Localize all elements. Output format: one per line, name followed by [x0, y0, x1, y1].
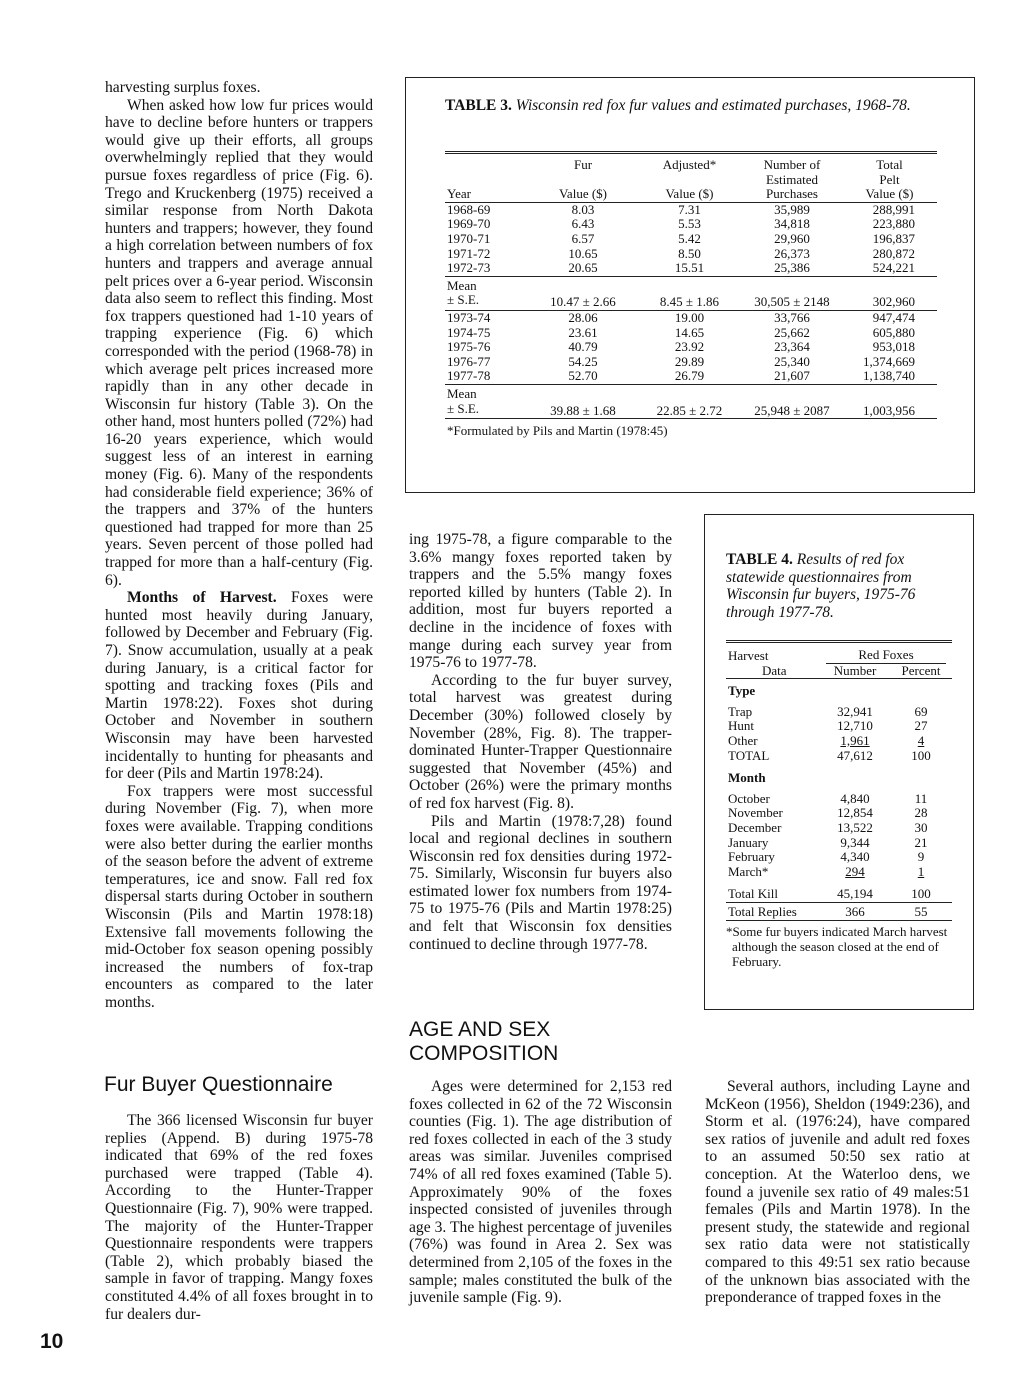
- table-cell: 7.31: [678, 201, 701, 217]
- mean-value: 10.47 ± 2.66: [550, 294, 616, 310]
- table-cell: 294: [845, 863, 865, 879]
- paragraph: Several authors, including Layne and McKeon (1956), Sheldon (1949:236), and Storm et al. (1976:24), have compared sex ratios of juvenile and adult red foxes to an assumed 50:50 sex ratio at conception. At the Waterloo dens, we found a juvenile sex ratio of 49 males:51 females (Pils and Martin 1978). In the present study, the statewide and regional sex ratio data were not statistically compared to this 49:51 sex ratio because of the unknown bias associated with the preponderance of trapped foxes in the: [705, 1078, 970, 1307]
- table-cell: 23.61: [568, 324, 598, 340]
- table-cell: TOTAL: [728, 747, 770, 763]
- table4: [726, 640, 952, 969]
- table-row: [445, 340, 937, 355]
- col-header: Adjusted*: [662, 157, 717, 172]
- table-cell: March*: [728, 863, 769, 879]
- table-cell: January: [728, 834, 769, 850]
- paragraph: ing 1975-78, a figure comparable to the 3.6% mangy foxes reported taken by trappers and the 5.5% mangy foxes reported killed by hunters (Table 2). In addition, most fur buyers reported a decline in the incidence of foxes with mange during each survey year from 1975-76 to 1977-78.: [409, 531, 672, 672]
- table-row: [445, 310, 937, 325]
- mean-value: 30,505 ± 2148: [754, 294, 830, 310]
- col-header: Purchases: [766, 186, 818, 202]
- col-header: Harvest: [728, 648, 769, 663]
- col-header-red-foxes: Red Foxes: [820, 642, 952, 664]
- table-cell: 69: [914, 703, 928, 719]
- right-column: [705, 1078, 970, 1307]
- table-cell: 47,612: [837, 747, 873, 763]
- col-header: Value ($): [865, 186, 914, 202]
- section-heading-fur-buyer: Fur Buyer Questionnaire: [104, 1073, 333, 1096]
- table-cell: 21,607: [774, 368, 810, 384]
- table-cell: 1: [917, 863, 925, 879]
- table-row: [445, 217, 937, 232]
- table-cell: 1975-76: [447, 339, 491, 355]
- table-cell: 9: [917, 849, 925, 865]
- table-cell: 14.65: [674, 324, 705, 340]
- table-cell: 29.89: [674, 353, 705, 369]
- table-cell: February: [728, 849, 775, 865]
- paragraph: When asked how low fur prices would have to decline before hunters or trappers would give up their efforts, all groups overwhelmingly replied that they would pursue foxes regardless of price (Fig. 6). Trego and Kruckenberg (1975) received a similar response from North Dakota hunters and trappers; however, they found a high correlation between numbers of fox hunters and trappers and average annual pelt prices over a 6-year period. Wisconsin data also seem to reflect this finding. Most fox trappers questioned had 1-10 years of trapping experience (Fig. 6) which corresponded with the period (1968-78) in which average pelt prices increased more rapidly than in any other decade in Wisconsin fur history (Table 3). On the other hand, most hunters polled (72%) had 16-20 years experience, which would suggest less of an interest in earning money (Fig. 6). Many of the respondents had considerable field experience; 36% of the trappers and 37% of the hunters questioned had trapped for more than 25 years. Seven percent of those polled had trapped for more than a half-century (Fig. 6).: [105, 96, 373, 589]
- table-cell: 1972-73: [447, 260, 491, 276]
- table-cell: 9,344: [840, 834, 870, 850]
- table-cell: 100: [911, 747, 931, 763]
- table-cell: 26.79: [674, 368, 705, 384]
- table-cell: 25,340: [774, 353, 810, 369]
- col-header: Value ($): [558, 186, 607, 202]
- table3-caption: [445, 97, 935, 115]
- mean-value: 22.85 ± 2.72: [656, 402, 723, 418]
- table-cell: 34,818: [774, 216, 810, 232]
- table-cell: Trap: [728, 703, 753, 719]
- table-cell: 25,386: [774, 260, 810, 276]
- total-label: Total Replies: [728, 903, 797, 919]
- table-cell: 28.06: [568, 309, 598, 325]
- table4-caption-text: Results of red fox statewide questionnaires from Wisconsin fur buyers, 1975-76 through 1977-78.: [726, 551, 916, 621]
- table-cell: 4: [917, 732, 925, 748]
- table-cell: 6.43: [571, 216, 595, 232]
- table-cell: 288,991: [872, 201, 915, 217]
- paragraph: Fox trappers were most successful during November (Fig. 7), when more foxes were available. Trapping conditions were also better during the earlier months of the season before the advent of extreme temperatures, ice and snow. Fall red fox dispersal starts during October in southern Wisconsin (Pils and Martin 1978:18) Extensive fall movements following the mid-October fox season opening possibly increased the numbers of fox-trap encounters as compared to the later months.: [105, 782, 373, 1011]
- col-header: Pelt: [879, 171, 900, 187]
- table4-footnote: *Some fur buyers indicated March harvest although the season closed at the end of February.: [726, 923, 948, 969]
- table-cell: 52.70: [568, 368, 598, 384]
- page-number: 10: [40, 1330, 64, 1353]
- table-row: [445, 261, 937, 276]
- col-header: Percent: [901, 662, 941, 678]
- table-cell: 1,138,740: [863, 368, 915, 384]
- paragraph: harvesting surplus foxes.: [105, 79, 261, 96]
- paragraph: Pils and Martin (1978:7,28) found local and regional declines in southern Wisconsin red fox densities during 1972-75. Similarly, Wisconsin fur buyers also estimated lower fox numbers from 1974-75 to 1975-76 (Pils and Martin 1978:25) and felt that Wisconsin fox densities continued to decline through 1977-78.: [409, 812, 672, 953]
- section-label: Month: [728, 770, 766, 786]
- col-header: Year: [447, 186, 471, 202]
- total-value: 55: [914, 903, 928, 919]
- table-cell: 33,766: [774, 309, 810, 325]
- left-column-bottom: [105, 1112, 373, 1323]
- table-cell: 1970-71: [447, 230, 491, 246]
- table-cell: 4,840: [840, 790, 870, 806]
- table3-caption-text: Wisconsin red fox fur values and estimated purchases, 1968-78.: [515, 97, 911, 114]
- table-cell: 10.65: [568, 245, 598, 261]
- table-cell: 953,018: [872, 339, 915, 355]
- table-row: [726, 821, 952, 836]
- table-cell: December: [728, 819, 782, 835]
- mean-value: 1,003,956: [863, 402, 915, 418]
- heading-line: COMPOSITION: [409, 1042, 559, 1065]
- section-label: Type: [728, 683, 756, 699]
- paragraph: Ages were determined for 2,153 red foxes collected in 62 of the 72 Wisconsin counties (Fig. 1). The age distribution of red foxes collected in each of the 3 study areas was similar. Juveniles comprised 74% of all red foxes examined (Table 5). Approximately 90% of the foxes inspected consisted of juveniles through age 3. The highest percentage of juveniles (76%) was found in Area 2. Sex was determined from 2,105 of the foxes in the sample; males constituted the bulk of the juvenile sample (Fig. 9).: [409, 1078, 672, 1307]
- table-cell: 524,221: [872, 260, 915, 276]
- total-value: 366: [845, 903, 865, 919]
- table-cell: 12,710: [837, 718, 873, 734]
- total-value: 45,194: [837, 886, 873, 902]
- table-row: [726, 792, 952, 807]
- table-cell: 54.25: [568, 353, 598, 369]
- table-row: [726, 850, 952, 865]
- table-cell: 5.42: [678, 230, 701, 246]
- mean-label: ± S.E.: [447, 292, 480, 308]
- table-cell: 12,854: [837, 805, 873, 821]
- table-cell: 25,662: [774, 324, 810, 340]
- table-row: [726, 705, 952, 720]
- mean-value: 39.88 ± 1.68: [550, 402, 616, 418]
- table-cell: 1977-78: [447, 368, 491, 384]
- table-cell: 19.00: [674, 309, 705, 325]
- table-row: [726, 806, 952, 821]
- middle-column: [409, 531, 672, 953]
- col-header: Fur: [573, 157, 593, 172]
- table-cell: 11: [914, 790, 928, 806]
- table-cell: 29,960: [774, 230, 810, 246]
- table4-caption: [726, 551, 958, 621]
- paragraph: [105, 589, 373, 783]
- paragraph: According to the fur buyer survey, total harvest was greatest during December (30%) followed closely by November (28%, Fig. 8). The trapper-dominated Hunter-Trapper Questionnaire suggested that November (45%) and October (26%) were the primary months of red fox harvest (Fig. 8).: [409, 671, 672, 812]
- table-cell: 196,837: [872, 230, 915, 246]
- table-cell: 20.65: [568, 260, 598, 276]
- table-cell: 27: [914, 718, 928, 734]
- col-header: Total: [876, 157, 903, 172]
- mean-value: 302,960: [872, 294, 915, 310]
- table-cell: 40.79: [568, 339, 598, 355]
- table-cell: 1974-75: [447, 324, 491, 340]
- table-cell: 32,941: [837, 703, 873, 719]
- table-cell: October: [728, 790, 770, 806]
- table-cell: 1969-70: [447, 216, 491, 232]
- table-cell: 35,989: [774, 201, 810, 217]
- col-header: Number: [833, 662, 877, 678]
- table-cell: 223,880: [872, 216, 915, 232]
- table3-label: TABLE 3.: [445, 97, 512, 114]
- table-cell: 280,872: [872, 245, 915, 261]
- table-cell: 28: [914, 805, 928, 821]
- table-cell: November: [728, 805, 783, 821]
- heading-line: AGE AND SEX: [409, 1018, 551, 1041]
- table-cell: 605,880: [872, 324, 915, 340]
- table-cell: Other: [728, 732, 758, 748]
- table-row: [445, 369, 937, 384]
- col-header: Estimated: [766, 171, 818, 187]
- table-row: [445, 202, 937, 217]
- table-cell: Hunt: [728, 718, 754, 734]
- table-cell: 8.03: [571, 201, 595, 217]
- table-row: [726, 865, 952, 880]
- table-row: [726, 734, 952, 749]
- left-column: [105, 79, 373, 1011]
- table-cell: 15.51: [674, 260, 705, 276]
- mean-label: Mean: [447, 385, 477, 401]
- table-cell: 4,340: [840, 849, 870, 865]
- table-row: [445, 355, 937, 370]
- col-header: Value ($): [665, 186, 714, 202]
- col-header: Number of: [763, 157, 821, 172]
- table-cell: 30: [914, 819, 928, 835]
- table-row: [726, 719, 952, 734]
- table-cell: 1976-77: [447, 353, 491, 369]
- table-row: [726, 749, 952, 764]
- table-row: [445, 247, 937, 262]
- paragraph: The 366 licensed Wisconsin fur buyer replies (Append. B) during 1975-78 indicated that 69% of the red foxes purchased were trapped (Table 4). According to the Hunter-Trapper Questionnaire (Fig. 7), 90% were trapped. The majority of the Hunter-Trapper Questionnaire respondents were trappers (Table 2), which probably biased the sample in favor of trapping. Mangy foxes constituted 4.4% of all foxes brought in to fur dealers dur-: [105, 1112, 373, 1323]
- table-cell: 6.57: [571, 230, 595, 246]
- table3: [445, 151, 937, 438]
- table-cell: 1973-74: [447, 309, 491, 325]
- table-cell: 8.50: [678, 245, 701, 261]
- total-label: Total Kill: [728, 886, 779, 902]
- table-cell: 21: [914, 834, 928, 850]
- col-header: Data: [762, 662, 787, 678]
- table-cell: 5.53: [678, 216, 701, 232]
- table-cell: 26,373: [774, 245, 810, 261]
- mean-label: ± S.E.: [447, 400, 480, 416]
- table-cell: 1968-69: [447, 201, 491, 217]
- table-row: [445, 232, 937, 247]
- table-cell: 1971-72: [447, 245, 491, 261]
- mean-value: 8.45 ± 1.86: [659, 294, 720, 310]
- table3-footnote: *Formulated by Pils and Martin (1978:45): [447, 423, 668, 439]
- table-cell: 1,961: [840, 732, 870, 748]
- mean-value: 25,948 ± 2087: [754, 402, 830, 418]
- table-cell: 947,474: [872, 309, 915, 325]
- run-in-heading: Months of Harvest.: [127, 589, 277, 607]
- middle-column-bottom: [409, 1078, 672, 1307]
- table-cell: 13,522: [837, 819, 873, 835]
- paragraph-text: Foxes were hunted most heavily during January, followed by December and February (Fig. 7). Snow accumulation, usually at a peak during January, is a critical factor for spotting and tracking foxes (Pils and Martin 1978:22). Foxes shot during October and November in southern Wisconsin may have been harvested incidentally to hunting for pheasants and for deer (Pils and Martin 1978:24).: [105, 589, 373, 783]
- section-heading-age-sex: [409, 1018, 558, 1066]
- table-cell: 23.92: [674, 339, 705, 355]
- table-cell: 23,364: [774, 339, 810, 355]
- total-value: 100: [911, 886, 931, 902]
- table4-label: TABLE 4.: [726, 551, 793, 568]
- table-cell: 1,374,669: [863, 353, 915, 369]
- mean-label: Mean: [447, 277, 477, 293]
- table-row: [445, 326, 937, 341]
- table-row: [726, 836, 952, 851]
